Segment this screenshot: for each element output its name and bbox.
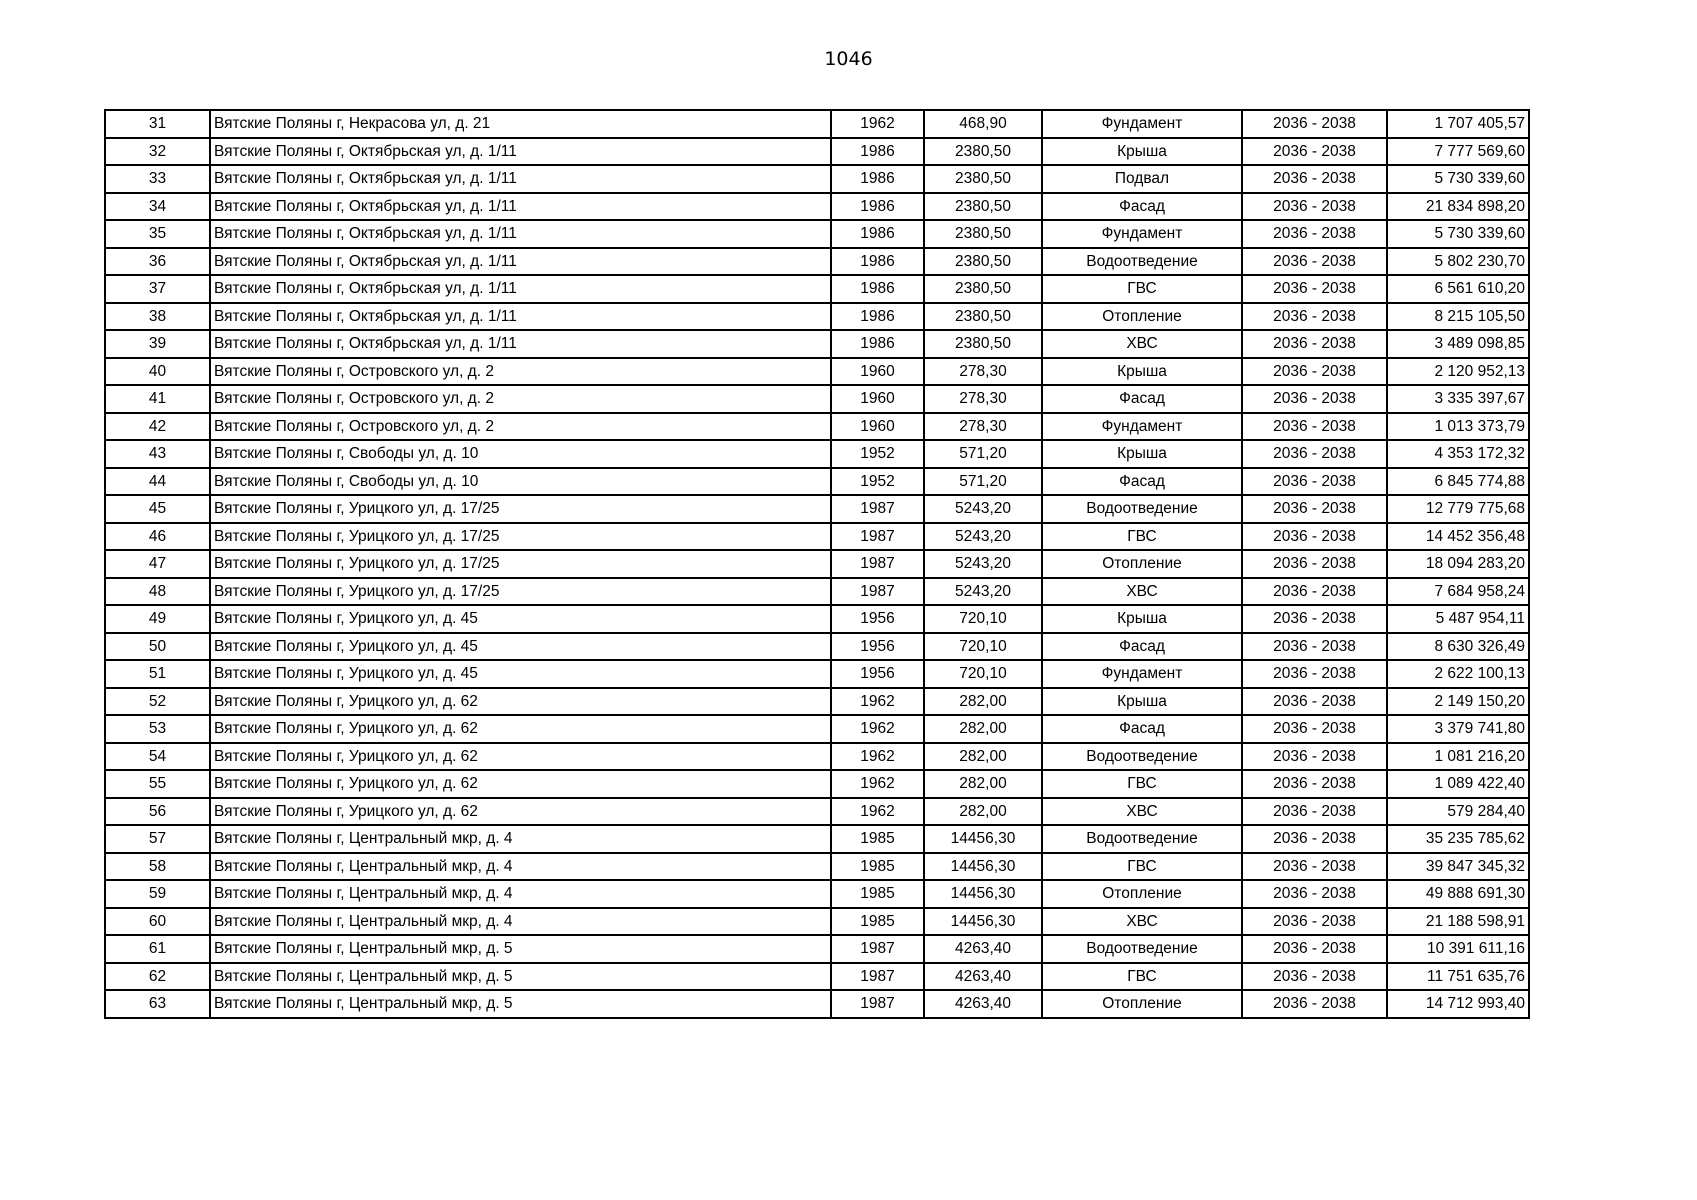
area-cell: 14456,30 xyxy=(924,825,1042,853)
period-cell: 2036 - 2038 xyxy=(1242,963,1387,991)
row-number: 46 xyxy=(105,523,210,551)
year-cell: 1985 xyxy=(831,853,924,881)
period-cell: 2036 - 2038 xyxy=(1242,798,1387,826)
row-number: 33 xyxy=(105,165,210,193)
cost-cell: 1 707 405,57 xyxy=(1387,110,1529,138)
address-cell: Вятские Поляны г, Островского ул, д. 2 xyxy=(210,358,831,386)
table-body xyxy=(105,110,1529,1018)
work-type-cell: Фасад xyxy=(1042,468,1242,496)
row-number: 35 xyxy=(105,220,210,248)
table-row xyxy=(105,578,1529,606)
area-cell: 720,10 xyxy=(924,660,1042,688)
work-type-cell: Водоотведение xyxy=(1042,495,1242,523)
area-cell: 278,30 xyxy=(924,413,1042,441)
year-cell: 1985 xyxy=(831,825,924,853)
cost-cell: 5 730 339,60 xyxy=(1387,165,1529,193)
period-cell: 2036 - 2038 xyxy=(1242,495,1387,523)
year-cell: 1962 xyxy=(831,770,924,798)
table-row xyxy=(105,963,1529,991)
area-cell: 2380,50 xyxy=(924,165,1042,193)
year-cell: 1987 xyxy=(831,990,924,1018)
table-row xyxy=(105,165,1529,193)
work-type-cell: Фасад xyxy=(1042,193,1242,221)
table-row xyxy=(105,550,1529,578)
address-cell: Вятские Поляны г, Центральный мкр, д. 5 xyxy=(210,963,831,991)
period-cell: 2036 - 2038 xyxy=(1242,853,1387,881)
row-number: 34 xyxy=(105,193,210,221)
page-number: 1046 xyxy=(824,48,873,70)
table-row xyxy=(105,908,1529,936)
period-cell: 2036 - 2038 xyxy=(1242,660,1387,688)
work-type-cell: Крыша xyxy=(1042,138,1242,166)
area-cell: 2380,50 xyxy=(924,220,1042,248)
area-cell: 278,30 xyxy=(924,385,1042,413)
work-type-cell: ХВС xyxy=(1042,798,1242,826)
work-type-cell: ГВС xyxy=(1042,523,1242,551)
year-cell: 1962 xyxy=(831,798,924,826)
year-cell: 1962 xyxy=(831,110,924,138)
capital-repair-table xyxy=(104,109,1530,1019)
address-cell: Вятские Поляны г, Октябрьская ул, д. 1/11 xyxy=(210,248,831,276)
address-cell: Вятские Поляны г, Урицкого ул, д. 62 xyxy=(210,770,831,798)
work-type-cell: Крыша xyxy=(1042,605,1242,633)
cost-cell: 3 379 741,80 xyxy=(1387,715,1529,743)
table-row xyxy=(105,990,1529,1018)
year-cell: 1956 xyxy=(831,660,924,688)
area-cell: 282,00 xyxy=(924,798,1042,826)
work-type-cell: Отопление xyxy=(1042,550,1242,578)
work-type-cell: Фасад xyxy=(1042,715,1242,743)
area-cell: 282,00 xyxy=(924,715,1042,743)
address-cell: Вятские Поляны г, Октябрьская ул, д. 1/11 xyxy=(210,193,831,221)
period-cell: 2036 - 2038 xyxy=(1242,743,1387,771)
area-cell: 5243,20 xyxy=(924,495,1042,523)
cost-cell: 1 081 216,20 xyxy=(1387,743,1529,771)
year-cell: 1987 xyxy=(831,495,924,523)
year-cell: 1987 xyxy=(831,935,924,963)
address-cell: Вятские Поляны г, Октябрьская ул, д. 1/11 xyxy=(210,165,831,193)
year-cell: 1985 xyxy=(831,880,924,908)
address-cell: Вятские Поляны г, Некрасова ул, д. 21 xyxy=(210,110,831,138)
year-cell: 1986 xyxy=(831,165,924,193)
row-number: 50 xyxy=(105,633,210,661)
table-row xyxy=(105,770,1529,798)
table-row xyxy=(105,633,1529,661)
row-number: 41 xyxy=(105,385,210,413)
address-cell: Вятские Поляны г, Октябрьская ул, д. 1/11 xyxy=(210,220,831,248)
work-type-cell: Отопление xyxy=(1042,880,1242,908)
row-number: 58 xyxy=(105,853,210,881)
work-type-cell: Крыша xyxy=(1042,440,1242,468)
table-row xyxy=(105,468,1529,496)
year-cell: 1986 xyxy=(831,193,924,221)
year-cell: 1960 xyxy=(831,385,924,413)
row-number: 32 xyxy=(105,138,210,166)
period-cell: 2036 - 2038 xyxy=(1242,605,1387,633)
period-cell: 2036 - 2038 xyxy=(1242,688,1387,716)
row-number: 44 xyxy=(105,468,210,496)
row-number: 61 xyxy=(105,935,210,963)
table-row xyxy=(105,330,1529,358)
area-cell: 2380,50 xyxy=(924,303,1042,331)
area-cell: 4263,40 xyxy=(924,963,1042,991)
address-cell: Вятские Поляны г, Центральный мкр, д. 4 xyxy=(210,853,831,881)
address-cell: Вятские Поляны г, Урицкого ул, д. 62 xyxy=(210,715,831,743)
year-cell: 1986 xyxy=(831,138,924,166)
cost-cell: 6 845 774,88 xyxy=(1387,468,1529,496)
area-cell: 571,20 xyxy=(924,440,1042,468)
period-cell: 2036 - 2038 xyxy=(1242,330,1387,358)
row-number: 62 xyxy=(105,963,210,991)
row-number: 37 xyxy=(105,275,210,303)
year-cell: 1962 xyxy=(831,743,924,771)
table-row xyxy=(105,440,1529,468)
area-cell: 4263,40 xyxy=(924,990,1042,1018)
area-cell: 282,00 xyxy=(924,770,1042,798)
cost-cell: 8 630 326,49 xyxy=(1387,633,1529,661)
table-row xyxy=(105,688,1529,716)
address-cell: Вятские Поляны г, Урицкого ул, д. 17/25 xyxy=(210,550,831,578)
table-row xyxy=(105,880,1529,908)
address-cell: Вятские Поляны г, Центральный мкр, д. 4 xyxy=(210,880,831,908)
period-cell: 2036 - 2038 xyxy=(1242,550,1387,578)
year-cell: 1986 xyxy=(831,275,924,303)
address-cell: Вятские Поляны г, Урицкого ул, д. 62 xyxy=(210,798,831,826)
work-type-cell: ГВС xyxy=(1042,853,1242,881)
area-cell: 2380,50 xyxy=(924,248,1042,276)
work-type-cell: ГВС xyxy=(1042,770,1242,798)
address-cell: Вятские Поляны г, Урицкого ул, д. 45 xyxy=(210,633,831,661)
cost-cell: 7 777 569,60 xyxy=(1387,138,1529,166)
work-type-cell: Фундамент xyxy=(1042,220,1242,248)
period-cell: 2036 - 2038 xyxy=(1242,275,1387,303)
work-type-cell: Отопление xyxy=(1042,990,1242,1018)
row-number: 60 xyxy=(105,908,210,936)
work-type-cell: ХВС xyxy=(1042,908,1242,936)
work-type-cell: Водоотведение xyxy=(1042,935,1242,963)
row-number: 52 xyxy=(105,688,210,716)
area-cell: 14456,30 xyxy=(924,880,1042,908)
row-number: 43 xyxy=(105,440,210,468)
area-cell: 14456,30 xyxy=(924,908,1042,936)
work-type-cell: Водоотведение xyxy=(1042,248,1242,276)
cost-cell: 10 391 611,16 xyxy=(1387,935,1529,963)
table-row xyxy=(105,798,1529,826)
area-cell: 571,20 xyxy=(924,468,1042,496)
table-row xyxy=(105,110,1529,138)
address-cell: Вятские Поляны г, Центральный мкр, д. 5 xyxy=(210,935,831,963)
period-cell: 2036 - 2038 xyxy=(1242,138,1387,166)
cost-cell: 8 215 105,50 xyxy=(1387,303,1529,331)
table-row xyxy=(105,193,1529,221)
address-cell: Вятские Поляны г, Свободы ул, д. 10 xyxy=(210,440,831,468)
year-cell: 1987 xyxy=(831,578,924,606)
year-cell: 1987 xyxy=(831,963,924,991)
row-number: 53 xyxy=(105,715,210,743)
cost-cell: 2 622 100,13 xyxy=(1387,660,1529,688)
year-cell: 1956 xyxy=(831,605,924,633)
area-cell: 468,90 xyxy=(924,110,1042,138)
year-cell: 1986 xyxy=(831,303,924,331)
row-number: 59 xyxy=(105,880,210,908)
table-row xyxy=(105,220,1529,248)
period-cell: 2036 - 2038 xyxy=(1242,770,1387,798)
address-cell: Вятские Поляны г, Урицкого ул, д. 17/25 xyxy=(210,578,831,606)
table-row xyxy=(105,660,1529,688)
period-cell: 2036 - 2038 xyxy=(1242,413,1387,441)
table-row xyxy=(105,413,1529,441)
cost-cell: 579 284,40 xyxy=(1387,798,1529,826)
year-cell: 1962 xyxy=(831,715,924,743)
cost-cell: 1 089 422,40 xyxy=(1387,770,1529,798)
cost-cell: 5 730 339,60 xyxy=(1387,220,1529,248)
period-cell: 2036 - 2038 xyxy=(1242,385,1387,413)
row-number: 45 xyxy=(105,495,210,523)
area-cell: 2380,50 xyxy=(924,138,1042,166)
period-cell: 2036 - 2038 xyxy=(1242,935,1387,963)
year-cell: 1985 xyxy=(831,908,924,936)
table-row xyxy=(105,138,1529,166)
period-cell: 2036 - 2038 xyxy=(1242,880,1387,908)
address-cell: Вятские Поляны г, Урицкого ул, д. 17/25 xyxy=(210,523,831,551)
area-cell: 282,00 xyxy=(924,688,1042,716)
period-cell: 2036 - 2038 xyxy=(1242,248,1387,276)
period-cell: 2036 - 2038 xyxy=(1242,578,1387,606)
year-cell: 1960 xyxy=(831,358,924,386)
cost-cell: 7 684 958,24 xyxy=(1387,578,1529,606)
address-cell: Вятские Поляны г, Центральный мкр, д. 5 xyxy=(210,990,831,1018)
row-number: 49 xyxy=(105,605,210,633)
address-cell: Вятские Поляны г, Урицкого ул, д. 45 xyxy=(210,660,831,688)
address-cell: Вятские Поляны г, Урицкого ул, д. 62 xyxy=(210,743,831,771)
address-cell: Вятские Поляны г, Центральный мкр, д. 4 xyxy=(210,908,831,936)
address-cell: Вятские Поляны г, Свободы ул, д. 10 xyxy=(210,468,831,496)
period-cell: 2036 - 2038 xyxy=(1242,468,1387,496)
work-type-cell: ГВС xyxy=(1042,963,1242,991)
address-cell: Вятские Поляны г, Октябрьская ул, д. 1/11 xyxy=(210,138,831,166)
cost-cell: 2 149 150,20 xyxy=(1387,688,1529,716)
year-cell: 1952 xyxy=(831,468,924,496)
cost-cell: 5 802 230,70 xyxy=(1387,248,1529,276)
period-cell: 2036 - 2038 xyxy=(1242,990,1387,1018)
period-cell: 2036 - 2038 xyxy=(1242,193,1387,221)
area-cell: 5243,20 xyxy=(924,523,1042,551)
work-type-cell: ГВС xyxy=(1042,275,1242,303)
cost-cell: 21 834 898,20 xyxy=(1387,193,1529,221)
address-cell: Вятские Поляны г, Урицкого ул, д. 62 xyxy=(210,688,831,716)
address-cell: Вятские Поляны г, Островского ул, д. 2 xyxy=(210,385,831,413)
row-number: 42 xyxy=(105,413,210,441)
area-cell: 720,10 xyxy=(924,633,1042,661)
work-type-cell: Отопление xyxy=(1042,303,1242,331)
cost-cell: 1 013 373,79 xyxy=(1387,413,1529,441)
table-row xyxy=(105,825,1529,853)
cost-cell: 21 188 598,91 xyxy=(1387,908,1529,936)
table-row xyxy=(105,303,1529,331)
work-type-cell: ХВС xyxy=(1042,578,1242,606)
address-cell: Вятские Поляны г, Островского ул, д. 2 xyxy=(210,413,831,441)
year-cell: 1952 xyxy=(831,440,924,468)
row-number: 47 xyxy=(105,550,210,578)
period-cell: 2036 - 2038 xyxy=(1242,165,1387,193)
period-cell: 2036 - 2038 xyxy=(1242,303,1387,331)
period-cell: 2036 - 2038 xyxy=(1242,358,1387,386)
address-cell: Вятские Поляны г, Центральный мкр, д. 4 xyxy=(210,825,831,853)
address-cell: Вятские Поляны г, Октябрьская ул, д. 1/11 xyxy=(210,303,831,331)
work-type-cell: Крыша xyxy=(1042,688,1242,716)
period-cell: 2036 - 2038 xyxy=(1242,715,1387,743)
table-row xyxy=(105,605,1529,633)
cost-cell: 4 353 172,32 xyxy=(1387,440,1529,468)
row-number: 48 xyxy=(105,578,210,606)
area-cell: 2380,50 xyxy=(924,193,1042,221)
year-cell: 1960 xyxy=(831,413,924,441)
period-cell: 2036 - 2038 xyxy=(1242,440,1387,468)
work-type-cell: Фундамент xyxy=(1042,413,1242,441)
table-row xyxy=(105,935,1529,963)
work-type-cell: Фасад xyxy=(1042,385,1242,413)
table-row xyxy=(105,853,1529,881)
area-cell: 720,10 xyxy=(924,605,1042,633)
row-number: 31 xyxy=(105,110,210,138)
cost-cell: 18 094 283,20 xyxy=(1387,550,1529,578)
period-cell: 2036 - 2038 xyxy=(1242,908,1387,936)
period-cell: 2036 - 2038 xyxy=(1242,220,1387,248)
row-number: 57 xyxy=(105,825,210,853)
table-row xyxy=(105,743,1529,771)
row-number: 63 xyxy=(105,990,210,1018)
row-number: 51 xyxy=(105,660,210,688)
work-type-cell: Фасад xyxy=(1042,633,1242,661)
cost-cell: 3 489 098,85 xyxy=(1387,330,1529,358)
row-number: 36 xyxy=(105,248,210,276)
area-cell: 4263,40 xyxy=(924,935,1042,963)
cost-cell: 5 487 954,11 xyxy=(1387,605,1529,633)
cost-cell: 2 120 952,13 xyxy=(1387,358,1529,386)
area-cell: 2380,50 xyxy=(924,275,1042,303)
row-number: 38 xyxy=(105,303,210,331)
work-type-cell: Водоотведение xyxy=(1042,825,1242,853)
year-cell: 1987 xyxy=(831,550,924,578)
table-row xyxy=(105,248,1529,276)
cost-cell: 49 888 691,30 xyxy=(1387,880,1529,908)
cost-cell: 14 452 356,48 xyxy=(1387,523,1529,551)
table-row xyxy=(105,523,1529,551)
address-cell: Вятские Поляны г, Октябрьская ул, д. 1/11 xyxy=(210,275,831,303)
cost-cell: 35 235 785,62 xyxy=(1387,825,1529,853)
row-number: 39 xyxy=(105,330,210,358)
period-cell: 2036 - 2038 xyxy=(1242,523,1387,551)
work-type-cell: Подвал xyxy=(1042,165,1242,193)
work-type-cell: Фундамент xyxy=(1042,110,1242,138)
row-number: 40 xyxy=(105,358,210,386)
cost-cell: 11 751 635,76 xyxy=(1387,963,1529,991)
table-row xyxy=(105,495,1529,523)
work-type-cell: Фундамент xyxy=(1042,660,1242,688)
address-cell: Вятские Поляны г, Урицкого ул, д. 45 xyxy=(210,605,831,633)
area-cell: 5243,20 xyxy=(924,578,1042,606)
cost-cell: 14 712 993,40 xyxy=(1387,990,1529,1018)
year-cell: 1987 xyxy=(831,523,924,551)
area-cell: 278,30 xyxy=(924,358,1042,386)
area-cell: 2380,50 xyxy=(924,330,1042,358)
period-cell: 2036 - 2038 xyxy=(1242,633,1387,661)
area-cell: 282,00 xyxy=(924,743,1042,771)
year-cell: 1986 xyxy=(831,220,924,248)
row-number: 56 xyxy=(105,798,210,826)
address-cell: Вятские Поляны г, Октябрьская ул, д. 1/11 xyxy=(210,330,831,358)
cost-cell: 3 335 397,67 xyxy=(1387,385,1529,413)
table-row xyxy=(105,715,1529,743)
work-type-cell: ХВС xyxy=(1042,330,1242,358)
area-cell: 5243,20 xyxy=(924,550,1042,578)
work-type-cell: Водоотведение xyxy=(1042,743,1242,771)
year-cell: 1986 xyxy=(831,248,924,276)
cost-cell: 39 847 345,32 xyxy=(1387,853,1529,881)
period-cell: 2036 - 2038 xyxy=(1242,825,1387,853)
year-cell: 1956 xyxy=(831,633,924,661)
area-cell: 14456,30 xyxy=(924,853,1042,881)
cost-cell: 6 561 610,20 xyxy=(1387,275,1529,303)
period-cell: 2036 - 2038 xyxy=(1242,110,1387,138)
address-cell: Вятские Поляны г, Урицкого ул, д. 17/25 xyxy=(210,495,831,523)
table-row xyxy=(105,275,1529,303)
table-row xyxy=(105,385,1529,413)
year-cell: 1986 xyxy=(831,330,924,358)
table-row xyxy=(105,358,1529,386)
work-type-cell: Крыша xyxy=(1042,358,1242,386)
row-number: 54 xyxy=(105,743,210,771)
year-cell: 1962 xyxy=(831,688,924,716)
row-number: 55 xyxy=(105,770,210,798)
cost-cell: 12 779 775,68 xyxy=(1387,495,1529,523)
